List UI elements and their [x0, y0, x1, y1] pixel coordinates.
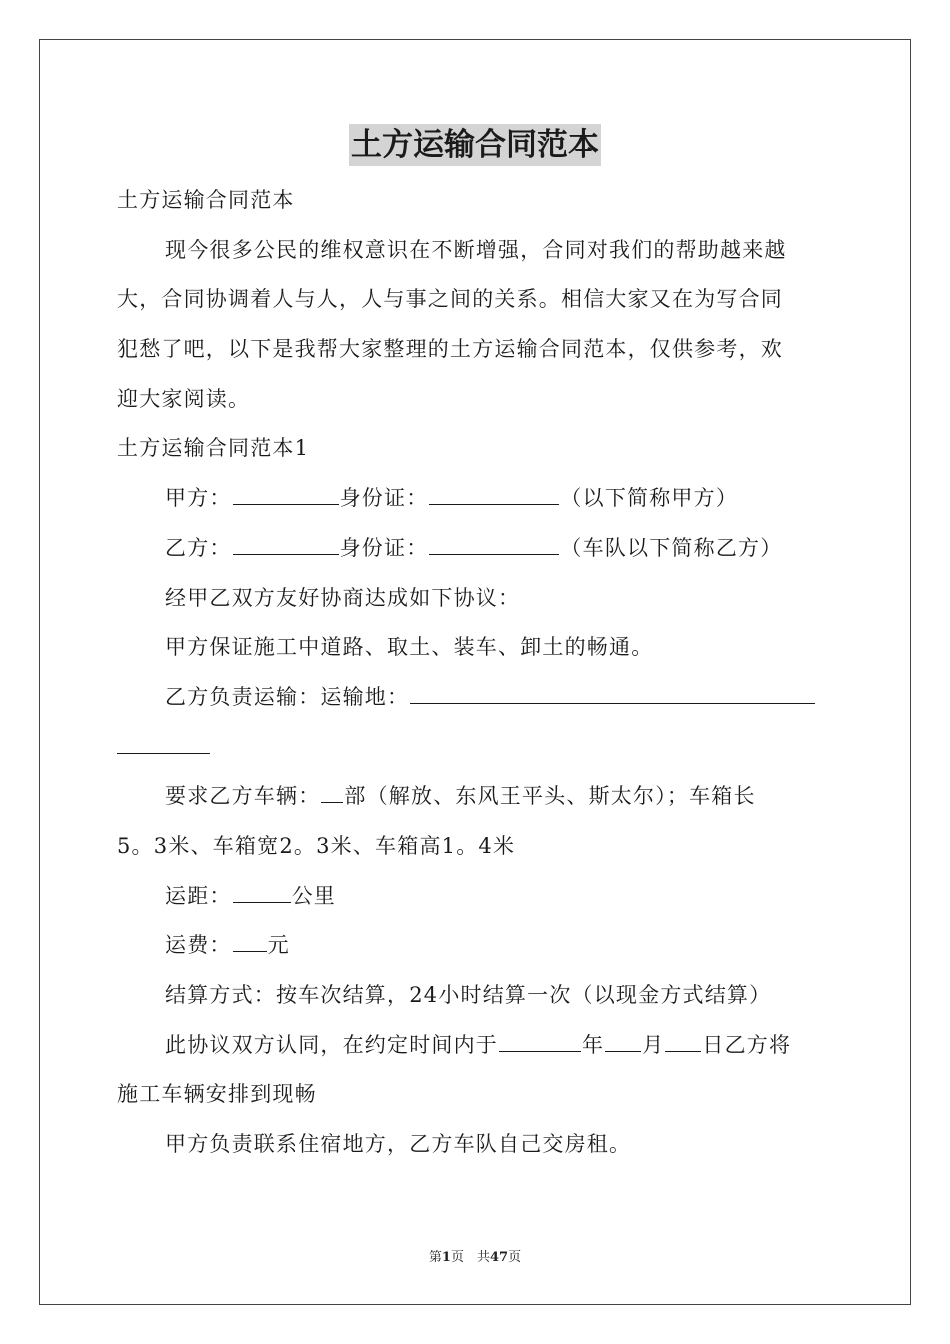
transport-line-continued	[117, 723, 839, 773]
transport-destination-blank-continued	[117, 739, 210, 754]
fee-unit: 元	[267, 933, 290, 958]
fee-label: 运费：	[165, 933, 232, 958]
party-b-note: （车队以下简称乙方）	[560, 535, 783, 560]
intro-paragraph-line-4: 迎大家阅读。	[117, 386, 251, 411]
vehicles-spec: 部（解放、东风王平头、斯太尔）；车箱长	[344, 784, 756, 809]
vehicles-line-1	[117, 772, 839, 822]
lodging-line: 甲方负责联系住宿地方，乙方车队自己交房租。	[165, 1132, 632, 1157]
party-b-name-blank	[233, 540, 339, 555]
schedule-line-1	[117, 1021, 839, 1071]
vehicles-label: 要求乙方车辆：	[165, 784, 321, 809]
distance-line	[117, 872, 839, 922]
section-heading-1: 土方运输合同范本1	[117, 436, 310, 461]
document-body	[117, 176, 839, 1170]
intro-paragraph-line-1: 现今很多公民的维权意识在不断增强，合同对我们的帮助越来越	[165, 237, 787, 262]
party-a-id-blank	[429, 490, 559, 505]
party-b-line	[117, 524, 839, 574]
party-b-id-blank	[429, 540, 559, 555]
fee-line	[117, 921, 839, 971]
agreement-line: 经甲乙双方友好协商达成如下协议：	[165, 585, 521, 610]
day-blank	[665, 1037, 701, 1052]
party-b-label: 乙方：	[165, 535, 232, 560]
fee-blank	[233, 937, 267, 952]
footer-page-total: 47	[489, 1250, 509, 1265]
footer-prefix: 第	[428, 1250, 442, 1265]
distance-label: 运距：	[165, 883, 232, 908]
clause-a-line: 甲方保证施工中道路、取土、装车、卸土的畅通。	[165, 635, 654, 660]
intro-paragraph-line-2: 大，合同协调着人与人，人与事之间的关系。相信大家又在为写合同	[117, 287, 783, 312]
party-a-label: 甲方：	[165, 486, 232, 511]
party-b-id-label: 身份证：	[339, 535, 429, 560]
year-label: 年	[582, 1032, 605, 1057]
day-label: 日乙方将	[702, 1032, 792, 1057]
intro-paragraph-line-3: 犯愁了吧，以下是我帮大家整理的土方运输合同范本，仅供参考，欢	[117, 337, 783, 362]
vehicle-count-blank	[321, 788, 343, 803]
heading-paragraph: 土方运输合同范本	[117, 188, 295, 212]
document-title: 土方运输合同范本	[349, 124, 601, 166]
vehicles-line-2: 5。3米、车箱宽2。3米、车箱高1。4米	[117, 833, 516, 858]
settlement-line: 结算方式：按车次结算，24小时结算一次（以现金方式结算）	[165, 983, 772, 1007]
month-blank	[605, 1037, 641, 1052]
party-a-line	[117, 474, 839, 524]
transport-label: 乙方负责运输：运输地：	[165, 684, 410, 709]
transport-line	[117, 673, 839, 723]
year-blank	[499, 1037, 581, 1052]
transport-destination-blank	[410, 689, 815, 704]
distance-blank	[233, 888, 291, 903]
party-a-id-label: 身份证：	[339, 486, 429, 511]
schedule-line-2: 施工车辆安排到现畅	[117, 1082, 317, 1107]
footer-page-number: 1	[441, 1250, 451, 1265]
title-container	[0, 124, 950, 166]
distance-unit: 公里	[291, 883, 337, 908]
footer-mid: 页 共	[450, 1250, 490, 1265]
party-a-note: （以下简称甲方）	[560, 486, 739, 511]
page-footer	[0, 1246, 950, 1265]
schedule-text: 此协议双方认同，在约定时间内于	[165, 1032, 498, 1057]
footer-suffix: 页	[508, 1250, 522, 1265]
month-label: 月	[642, 1032, 665, 1057]
party-a-name-blank	[233, 490, 339, 505]
